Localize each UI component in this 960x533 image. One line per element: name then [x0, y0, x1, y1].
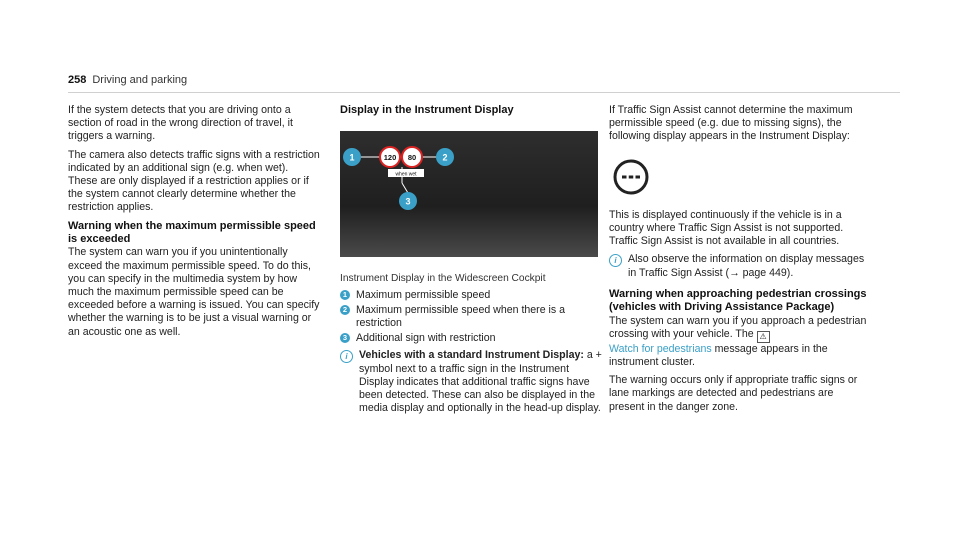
callout-3-label: 3	[405, 196, 411, 207]
item-number: 2	[340, 305, 350, 315]
callout-1-label: 1	[349, 152, 355, 163]
pedestrian-text-a: The system can warn you if you approach a pedestrian crossing with your vehicle. The	[609, 314, 867, 340]
instrument-display-image	[340, 131, 598, 257]
list-item	[340, 332, 602, 345]
list-item	[340, 289, 602, 302]
paragraph-additional-signs: The camera also detects traffic signs with a restriction indicated by an additional sign (e.g. when wet). These are only displayed if a restriction applies or if the system cannot clearly determine whether the restriction applies.	[68, 148, 320, 214]
paragraph-speed-warning: The system can warn you if you unintentionally exceed the maximum permissible speed. To do this, you can specify in the multimedia system by how much the maximum permissible speed can be exceeded before a warning is issued. You can specify whether the warning is to be just a visual warning or an acoustic one as well.	[68, 246, 320, 338]
speed-sign-2-label: 80	[407, 153, 417, 163]
paragraph-no-speed: If Traffic Sign Assist cannot determine the maximum permissible speed (e.g. due to missing signs), the following display appears in the Instrument Display:	[609, 104, 853, 143]
page-header	[68, 74, 187, 86]
item-text: Maximum permissible speed	[356, 288, 491, 301]
heading-speed-warning: Warning when the maximum permissible speed is exceeded	[68, 219, 316, 246]
display-illustration	[340, 131, 598, 257]
item-text: Additional sign with restriction	[356, 332, 496, 345]
info-icon: i	[609, 254, 622, 267]
paragraph-warning-conditions: The warning occurs only if appropriate traffic signs or lane markings are detected and pedestrians are present in the danger zone.	[609, 374, 858, 413]
column-2	[340, 104, 602, 415]
item-number: 3	[340, 333, 350, 343]
header-rule	[68, 92, 900, 93]
paragraph-not-supported: This is displayed continuously if the vehicle is in a country where Traffic Sign Assist is not supported. Traffic Sign Assist is not available in all countries.	[609, 208, 844, 248]
paragraph-wrong-direction: If the system detects that you are driving onto a section of road in the wrong direction of travel, it triggers a warning.	[68, 104, 293, 143]
note-standard-display	[340, 349, 602, 415]
additional-sign-label: when wet	[395, 171, 417, 178]
paragraph-pedestrian	[609, 315, 871, 370]
section-title: Driving and parking	[92, 74, 188, 86]
watch-for-pedestrians-message: Watch for pedestrians	[609, 342, 712, 355]
column-1	[68, 104, 320, 344]
heading-instrument-display: Display in the Instrument Display	[340, 104, 514, 116]
note-text	[359, 349, 602, 415]
note-display-messages	[609, 253, 871, 279]
column-3	[609, 104, 871, 419]
pedestrian-text-b: message appears in the instrument cluster.	[609, 342, 828, 369]
note-bold: Vehicles with a standard Instrument Display:	[359, 349, 584, 362]
info-icon: i	[340, 350, 353, 363]
callout-2-label: 2	[442, 152, 448, 163]
item-text: Maximum permissible speed when there is a restriction	[356, 303, 566, 330]
heading-pedestrian: Warning when approaching pedestrian crossings (vehicles with Driving Assistance Package)	[609, 287, 867, 314]
note-body: a + symbol next to a traffic sign in the Instrument Display indicates that additional traffic signs have been detected. These can also be displayed in the media display and optionally in the head-up display.	[359, 349, 602, 415]
list-item	[340, 304, 602, 330]
item-number: 1	[340, 290, 350, 300]
speed-sign-1-label: 120	[383, 153, 397, 163]
no-speed-limit-icon	[613, 159, 649, 195]
figure-caption: Instrument Display in the Widescreen Cockpit	[340, 273, 546, 285]
note-text: Also observe the information on display messages in Traffic Sign Assist (→ page 449).	[628, 253, 865, 279]
page-number: 258	[68, 74, 87, 86]
warning-triangle-icon: ⚠	[757, 331, 770, 343]
